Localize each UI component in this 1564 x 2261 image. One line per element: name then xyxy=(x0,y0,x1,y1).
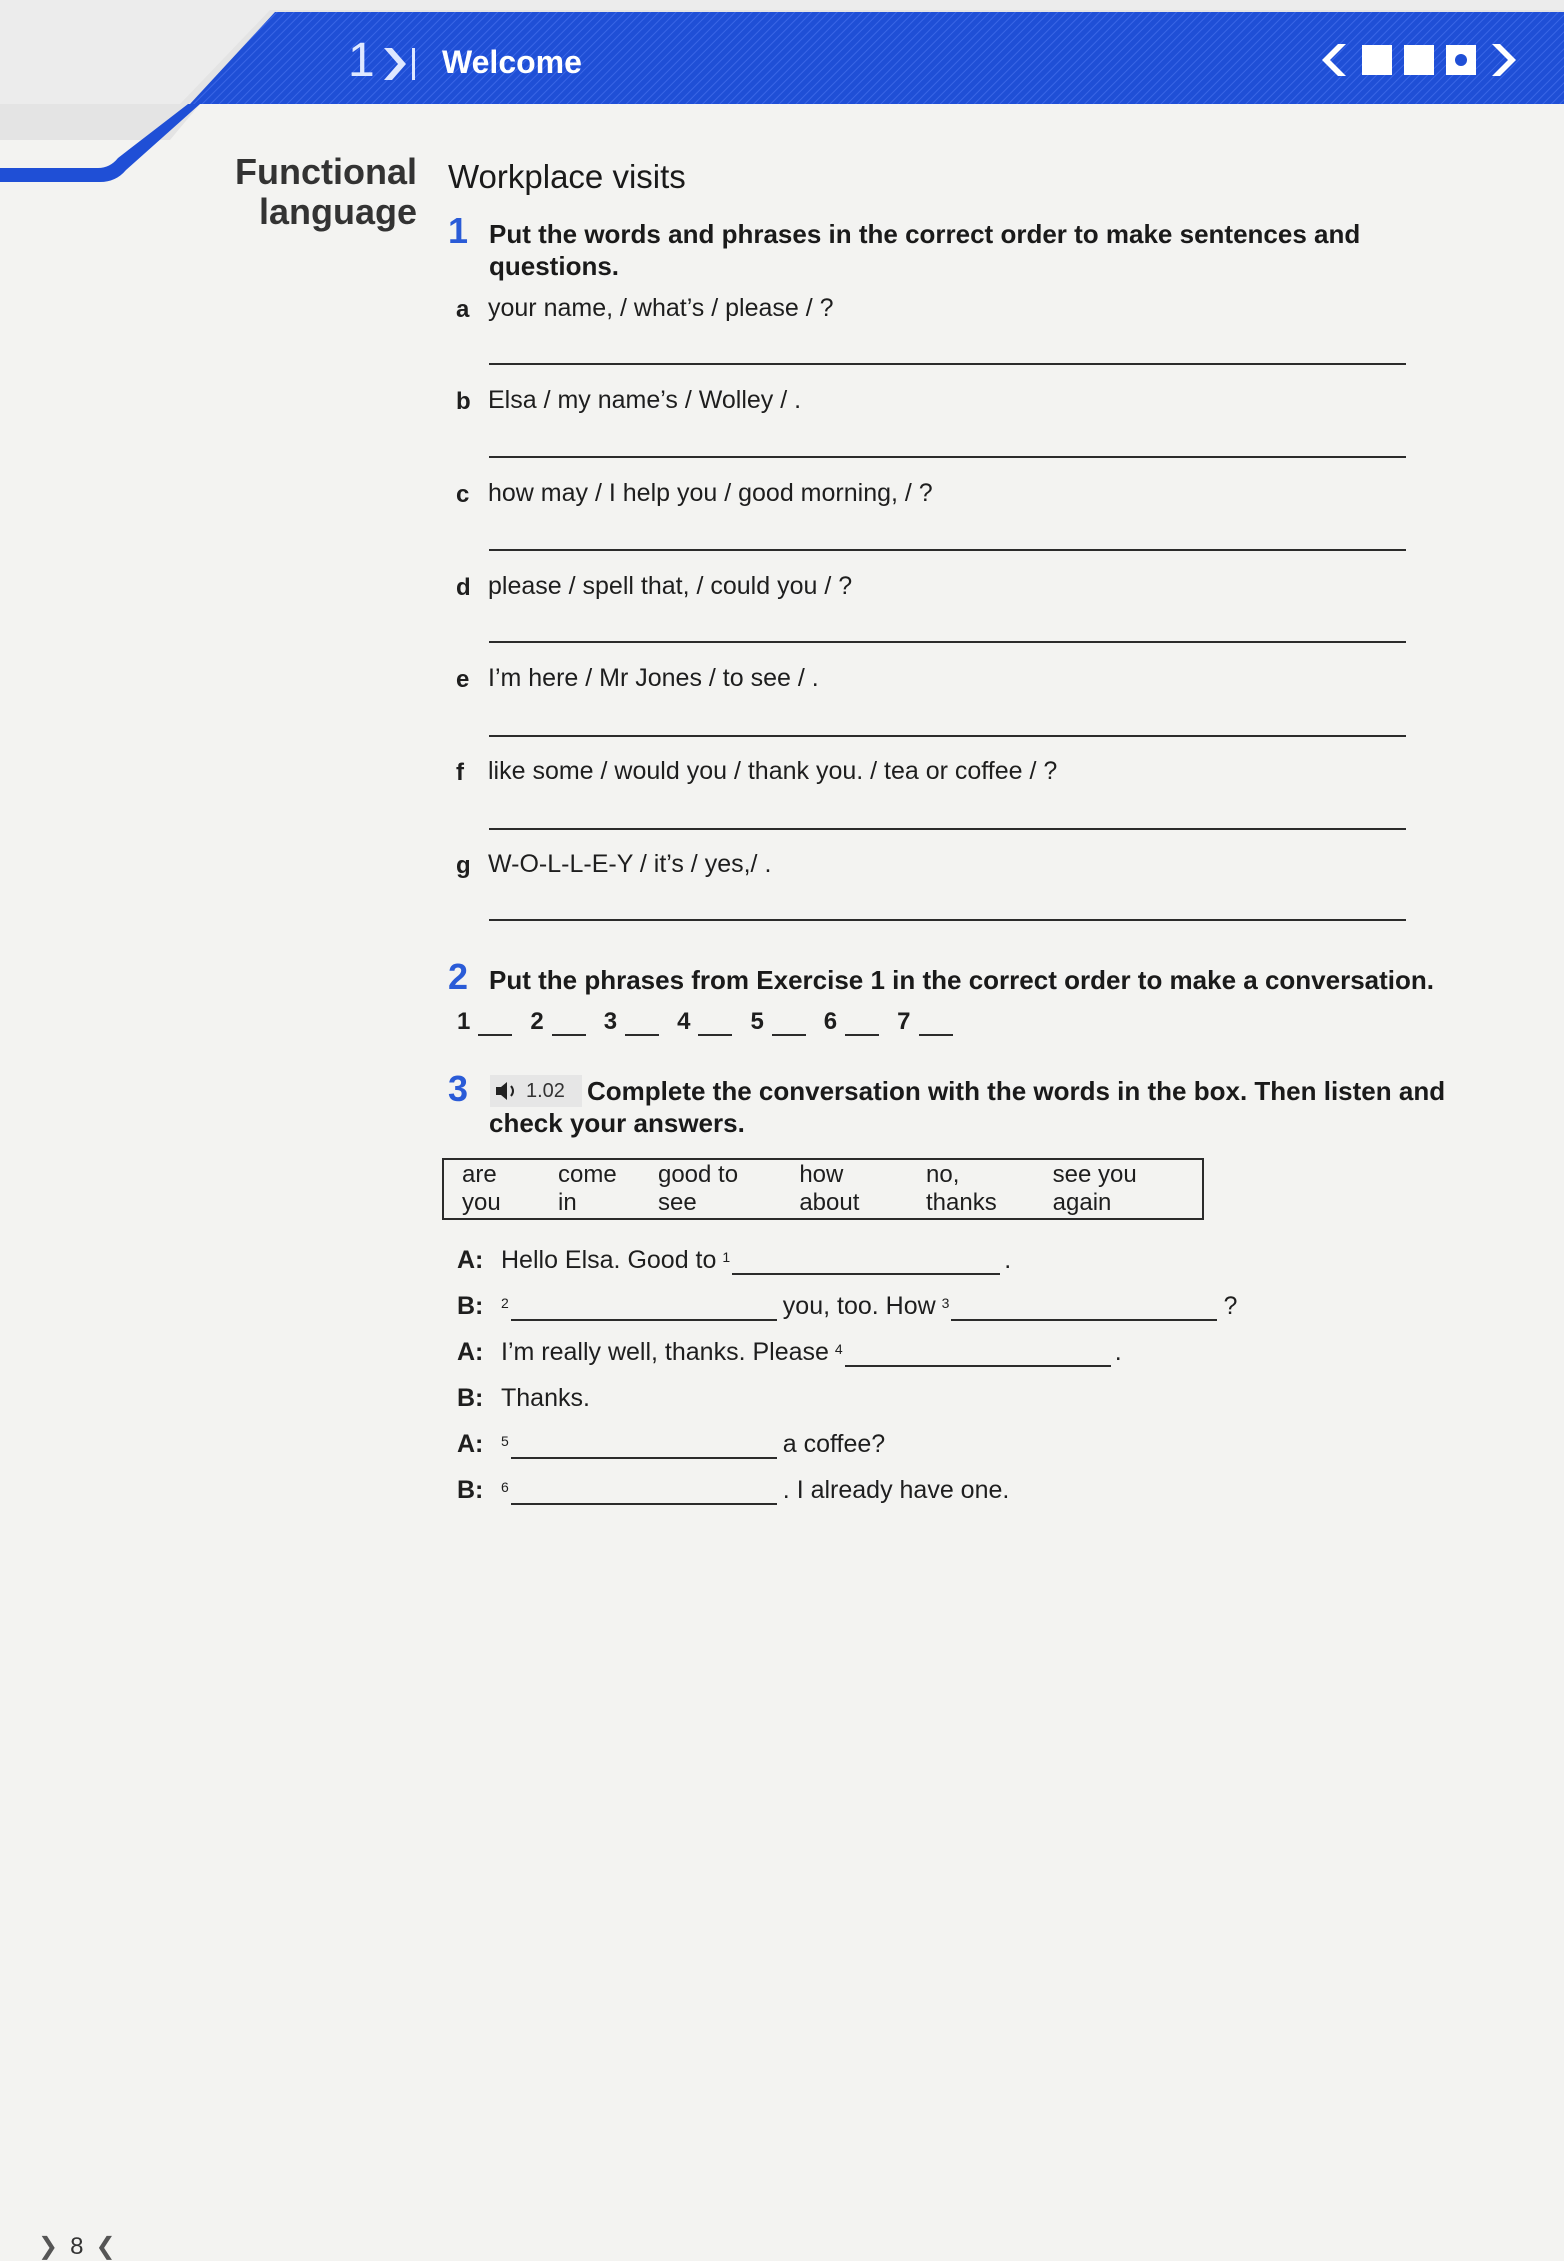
chevron-left-icon: ❮ xyxy=(95,2233,116,2260)
dialogue-line xyxy=(457,1430,885,1459)
gap-number: 4 xyxy=(834,1341,843,1357)
gap-number: 5 xyxy=(501,1433,509,1449)
unit-number: 1 xyxy=(348,34,375,87)
audio-track-number: 1.02 xyxy=(526,1079,565,1102)
order-blank[interactable] xyxy=(845,1012,879,1036)
gap-blank[interactable] xyxy=(511,1435,777,1459)
item-text: I’m here / Mr Jones / to see / . xyxy=(488,664,819,692)
dialogue-text: I’m really well, thanks. Please xyxy=(501,1338,829,1366)
order-blank[interactable] xyxy=(478,1012,512,1036)
gap-number: 6 xyxy=(501,1479,509,1495)
word-box-item: how about xyxy=(799,1161,860,1216)
item-text: how may / I help you / good morning, / ? xyxy=(488,479,933,507)
answer-line[interactable] xyxy=(489,549,1406,551)
dialogue-text: ? xyxy=(1223,1292,1238,1320)
page-number: 8 xyxy=(70,2232,84,2260)
unit-chevron-icon xyxy=(380,44,420,84)
item-letter: a xyxy=(456,296,470,323)
answer-line[interactable] xyxy=(489,735,1406,737)
order-blank[interactable] xyxy=(698,1012,732,1036)
gap-blank[interactable] xyxy=(511,1297,777,1321)
order-slot-number: 6 xyxy=(823,1008,838,1035)
item-letter: e xyxy=(456,666,470,693)
section-label-line2: language xyxy=(258,191,417,232)
item-text: your name, / what’s / please / ? xyxy=(488,294,834,322)
order-slot-number: 7 xyxy=(897,1008,911,1035)
item-letter: c xyxy=(456,481,470,508)
dialogue-text: . xyxy=(1004,1246,1012,1274)
exercise-1-instruction-line2: questions. xyxy=(489,251,620,281)
dialogue-text: you, too. How xyxy=(782,1292,936,1320)
unit-title: Welcome xyxy=(442,44,582,80)
answer-line[interactable] xyxy=(489,456,1406,458)
item-letter: g xyxy=(456,852,471,879)
chevron-right-icon[interactable] xyxy=(1488,42,1516,78)
nav-square-icon xyxy=(1362,45,1392,75)
audio-track[interactable] xyxy=(490,1075,582,1107)
answer-line[interactable] xyxy=(489,363,1406,365)
gap-blank[interactable] xyxy=(951,1297,1217,1321)
item-text: please / spell that, / could you / ? xyxy=(488,572,853,600)
dialogue-text: Thanks. xyxy=(501,1384,590,1412)
item-text: W-O-L-L-E-Y / it’s / yes,/ . xyxy=(488,850,772,878)
page-title: Workplace visits xyxy=(448,158,686,195)
dialogue-line xyxy=(457,1292,1237,1321)
item-letter: f xyxy=(456,759,464,786)
nav-square-icon xyxy=(1404,45,1434,75)
order-slot-number: 1 xyxy=(457,1008,471,1035)
nav-current-square-icon xyxy=(1446,45,1476,75)
order-slot-number: 3 xyxy=(603,1008,618,1035)
answer-line[interactable] xyxy=(489,641,1406,643)
chevron-right-icon: ❯ xyxy=(38,2233,59,2260)
exercise-2-number: 2 xyxy=(448,956,469,997)
order-slot-number: 4 xyxy=(677,1008,691,1035)
exercise-2-instruction: Put the phrases from Exercise 1 in the correct order to make a conversation. xyxy=(489,965,1435,995)
order-slot[interactable] xyxy=(897,1008,952,1036)
order-slot-number: 5 xyxy=(750,1008,764,1035)
dialogue-text: . I already have one. xyxy=(782,1476,1010,1504)
answer-line[interactable] xyxy=(489,919,1406,921)
word-box-item: good to see xyxy=(657,1161,739,1216)
gap-blank[interactable] xyxy=(845,1343,1111,1367)
speaker: B: xyxy=(457,1292,484,1320)
item-text: Elsa / my name’s / Wolley / . xyxy=(488,386,802,414)
word-box-item: are you xyxy=(462,1161,501,1216)
exercise-3-instruction-line1: Complete the conversation with the words in the box. Then listen and xyxy=(587,1076,1446,1106)
speaker: B: xyxy=(457,1476,484,1504)
order-slot[interactable] xyxy=(457,1008,512,1036)
gap-number: 3 xyxy=(941,1295,950,1311)
section-label xyxy=(235,152,417,232)
speaker: B: xyxy=(457,1384,484,1412)
order-blank[interactable] xyxy=(625,1012,659,1036)
word-box xyxy=(442,1158,1204,1220)
dialogue-line xyxy=(457,1246,1011,1275)
exercise-1-instruction xyxy=(489,218,1360,282)
item-text: like some / would you / thank you. / tea or coffee / ? xyxy=(488,757,1058,785)
speaker-icon xyxy=(494,1080,520,1102)
order-slot[interactable] xyxy=(530,1008,585,1036)
dialogue-text: a coffee? xyxy=(782,1430,886,1458)
exercise-1-number: 1 xyxy=(448,210,469,251)
word-box-item: see you again xyxy=(1052,1161,1137,1216)
order-slot[interactable] xyxy=(604,1008,659,1036)
exercise-3-instruction-line2: check your answers. xyxy=(489,1108,745,1138)
gap-blank[interactable] xyxy=(732,1251,1000,1275)
section-label-line1: Functional xyxy=(235,151,417,192)
dialogue-text: Hello Elsa. Good to xyxy=(501,1246,717,1274)
dialogue-line xyxy=(457,1476,1009,1505)
speaker: A: xyxy=(457,1430,484,1458)
dialogue-line xyxy=(457,1338,1122,1367)
order-slot-number: 2 xyxy=(530,1008,544,1035)
exercise-3-number: 3 xyxy=(448,1068,469,1109)
answer-line[interactable] xyxy=(489,828,1406,830)
word-box-item: no, thanks xyxy=(926,1161,997,1216)
page-footer xyxy=(38,2232,116,2261)
item-letter: d xyxy=(456,574,471,601)
exercise-1-instruction-line1: Put the words and phrases in the correct order to make sentences and xyxy=(489,219,1361,249)
item-letter: b xyxy=(456,388,471,415)
gap-blank[interactable] xyxy=(511,1481,777,1505)
order-blank[interactable] xyxy=(552,1012,586,1036)
dialogue-line xyxy=(457,1384,590,1413)
gap-number: 2 xyxy=(501,1295,509,1311)
order-slot[interactable] xyxy=(677,1008,732,1036)
speaker: A: xyxy=(457,1246,484,1274)
order-row xyxy=(457,1008,953,1036)
word-box-item: come in xyxy=(558,1161,617,1216)
order-blank[interactable] xyxy=(919,1012,953,1036)
chevron-left-icon[interactable] xyxy=(1322,42,1350,78)
section-nav xyxy=(1322,42,1516,78)
dialogue-text: . xyxy=(1114,1338,1122,1366)
order-slot[interactable] xyxy=(824,1008,879,1036)
order-slot[interactable] xyxy=(750,1008,805,1036)
gap-number: 1 xyxy=(722,1249,731,1265)
order-blank[interactable] xyxy=(772,1012,806,1036)
speaker: A: xyxy=(457,1338,484,1366)
